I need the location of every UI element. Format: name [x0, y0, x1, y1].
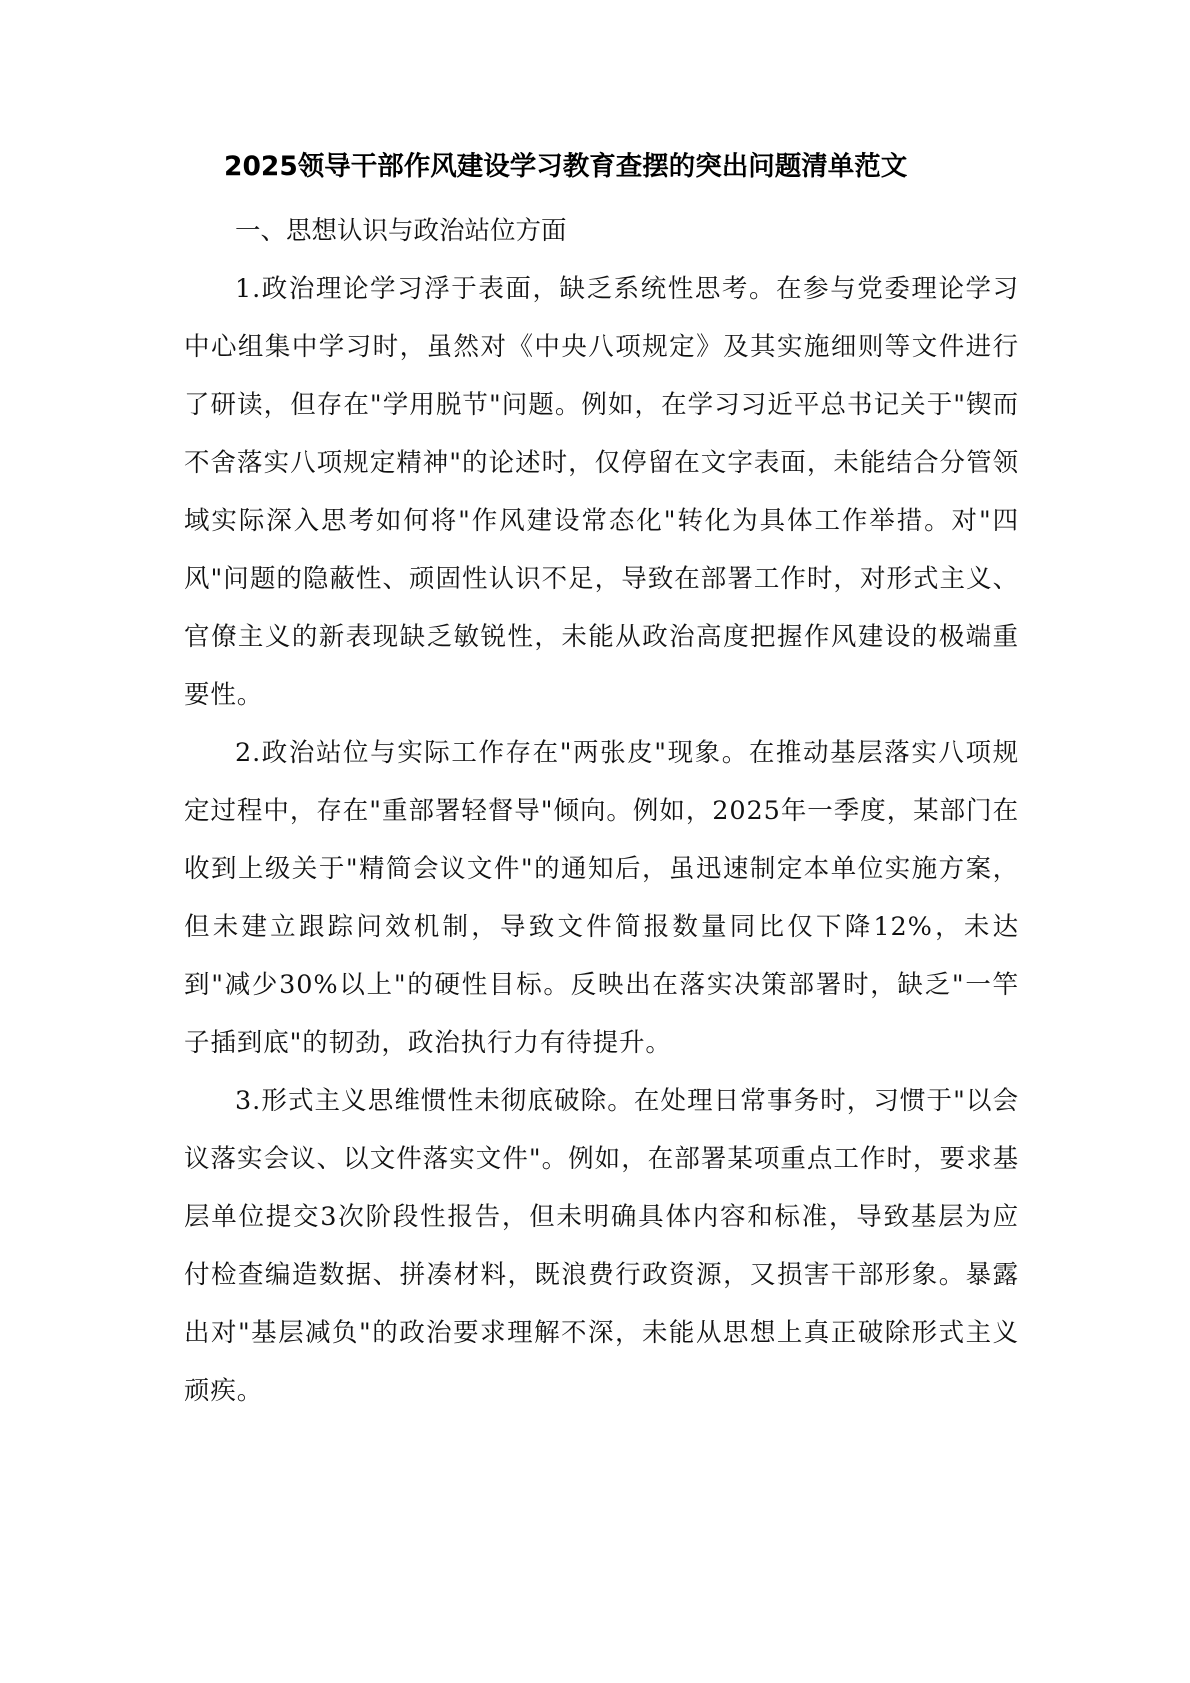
paragraph-3: 3.形式主义思维惯性未彻底破除。在处理日常事务时，习惯于"以会议落实会议、以文件落实文件"。例如，在部署某项重点工作时，要求基层单位提交3次阶段性报告，但未明确具体内容和标准，导致基层为应付检查编造数据、拼凑材料，既浪费行政资源，又损害干部形象。暴露出对"基层减负"的政治要求理解不深，未能从思想上真正破除形式主义顽疾。 [184, 1086, 1019, 1406]
document-title: 2025领导干部作风建设学习教育查摆的突出问题清单范文 [224, 151, 908, 182]
section-heading: 一、思想认识与政治站位方面 [235, 216, 567, 246]
paragraph-2: 2.政治站位与实际工作存在"两张皮"现象。在推动基层落实八项规定过程中，存在"重部署轻督导"倾向。例如，2025年一季度，某部门在收到上级关于"精简会议文件"的通知后，虽迅速制定本单位实施方案，但未建立跟踪问效机制，导致文件简报数量同比仅下降12%，未达到"减少30%以上"的硬性目标。反映出在落实决策部署时，缺乏"一竿子插到底"的韧劲，政治执行力有待提升。 [184, 738, 1019, 1058]
document-body [184, 150, 1019, 1420]
paragraph-1: 1.政治理论学习浮于表面，缺乏系统性思考。在参与党委理论学习中心组集中学习时，虽然对《中央八项规定》及其实施细则等文件进行了研读，但存在"学用脱节"问题。例如，在学习习近平总书记关于"锲而不舍落实八项规定精神"的论述时，仅停留在文字表面，未能结合分管领域实际深入思考如何将"作风建设常态化"转化为具体工作举措。对"四风"问题的隐蔽性、顽固性认识不足，导致在部署工作时，对形式主义、官僚主义的新表现缺乏敏锐性，未能从政治高度把握作风建设的极端重要性。 [184, 274, 1019, 710]
